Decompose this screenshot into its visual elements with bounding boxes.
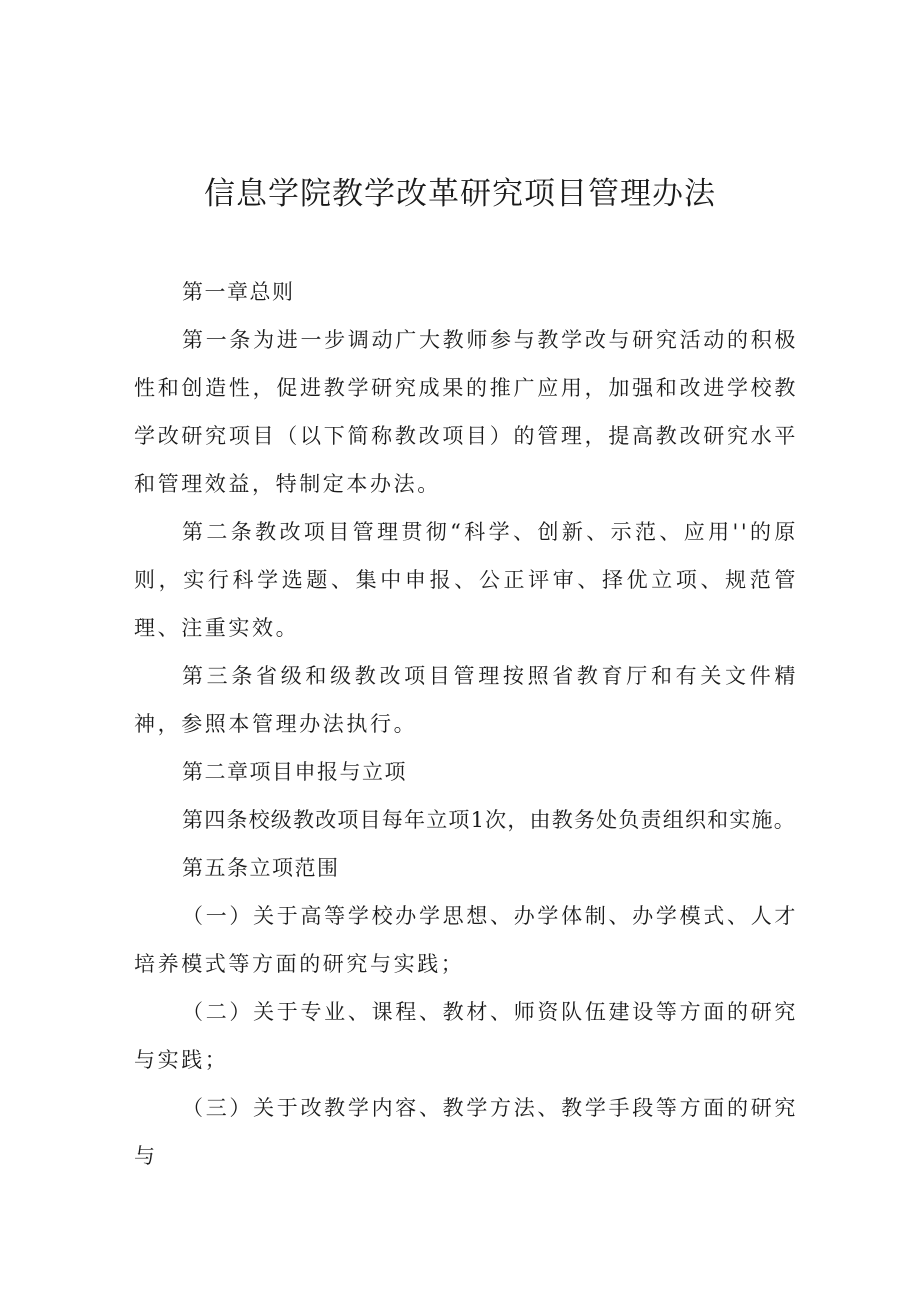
article-paragraph: 第四条校级教改项目每年立项1次，由教务处负责组织和实施。 — [182, 808, 796, 832]
article-paragraph: 第一条为进一步调动广大教师参与教学改与研究活动的积极性和创造性，促进教学研究成果的推广应用，加强和改进学校教学改研究项目（以下简称教改项目）的管理，提高教改研究水平和管理效益，特制定本办法。 — [134, 328, 798, 496]
list-item: （二）关于专业、课程、教材、师资队伍建设等方面的研究与实践； — [134, 1000, 798, 1072]
article-paragraph: 第五条立项范围 — [182, 856, 340, 880]
list-item: （三）关于改教学内容、教学方法、教学手段等方面的研究与 — [134, 1096, 798, 1168]
chapter-heading: 第一章总则 — [182, 280, 295, 304]
document-body — [134, 268, 798, 1180]
article-paragraph: 第三条省级和级教改项目管理按照省教育厅和有关文件精神，参照本管理办法执行。 — [134, 664, 798, 736]
document-title: 信息学院教学改革研究项目管理办法 — [204, 176, 716, 212]
list-item: （一）关于高等学校办学思想、办学体制、办学模式、人才培养模式等方面的研究与实践； — [134, 904, 798, 976]
article-paragraph: 第二条教改项目管理贯彻“科学、创新、示范、应用''的原则，实行科学选题、集中申报、公正评审、择优立项、规范管理、注重实效。 — [134, 520, 798, 640]
chapter-heading: 第二章项目申报与立项 — [182, 760, 407, 784]
